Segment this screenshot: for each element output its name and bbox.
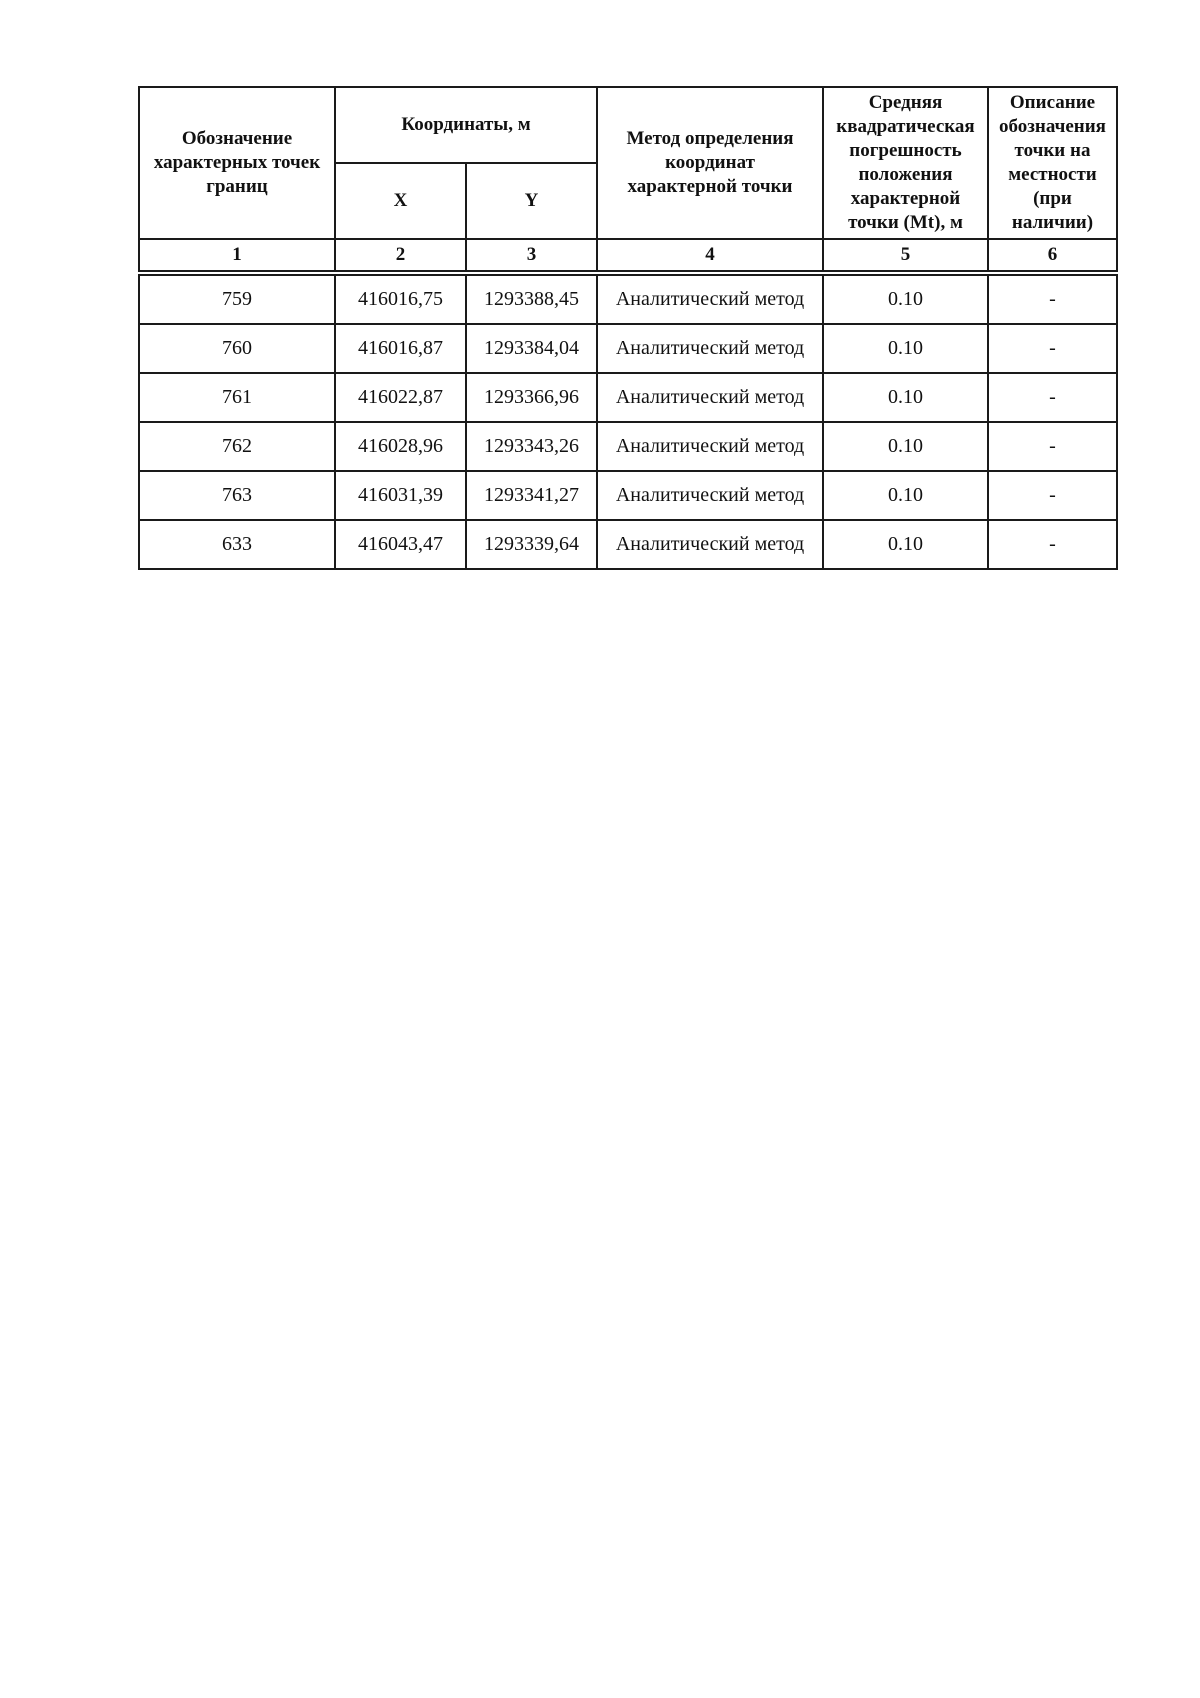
table-row [139,471,1117,520]
cell-description: - [988,520,1117,569]
column-number: 4 [597,239,823,271]
header-point-designation: Обозначение характерных точек границ [139,87,335,239]
column-number: 3 [466,239,597,271]
table-row [139,422,1117,471]
cell-error: 0.10 [823,275,988,324]
cell-x: 416022,87 [335,373,466,422]
cell-method: Аналитический метод [597,471,823,520]
cell-description: - [988,422,1117,471]
cell-x: 416016,87 [335,324,466,373]
cell-y: 1293366,96 [466,373,597,422]
cell-method: Аналитический метод [597,422,823,471]
cell-x: 416016,75 [335,275,466,324]
cell-point: 759 [139,275,335,324]
cell-point: 763 [139,471,335,520]
cell-description: - [988,471,1117,520]
cell-point: 762 [139,422,335,471]
cell-y: 1293384,04 [466,324,597,373]
table-row [139,275,1117,324]
header-y: Y [466,163,597,239]
header-mean-error: Средняя квадратическая погрешность положения характерной точки (Mt), м [823,87,988,239]
cell-point: 633 [139,520,335,569]
cell-description: - [988,275,1117,324]
column-number: 1 [139,239,335,271]
cell-method: Аналитический метод [597,275,823,324]
cell-method: Аналитический метод [597,520,823,569]
cell-point: 760 [139,324,335,373]
cell-y: 1293339,64 [466,520,597,569]
cell-error: 0.10 [823,422,988,471]
document-page [138,86,1116,570]
cell-x: 416031,39 [335,471,466,520]
cell-x: 416028,96 [335,422,466,471]
table-body [139,275,1117,569]
cell-y: 1293388,45 [466,275,597,324]
header-x: X [335,163,466,239]
header-description: Описание обозначения точки на местности (при наличии) [988,87,1117,239]
boundary-points-table [138,86,1118,570]
cell-y: 1293343,26 [466,422,597,471]
column-number: 6 [988,239,1117,271]
column-number: 5 [823,239,988,271]
column-number-row [139,239,1117,271]
table-row [139,520,1117,569]
cell-x: 416043,47 [335,520,466,569]
header-coordinates: Координаты, м [335,87,597,163]
table-row [139,324,1117,373]
cell-error: 0.10 [823,471,988,520]
cell-description: - [988,373,1117,422]
cell-error: 0.10 [823,324,988,373]
column-number: 2 [335,239,466,271]
cell-y: 1293341,27 [466,471,597,520]
cell-method: Аналитический метод [597,373,823,422]
cell-point: 761 [139,373,335,422]
table-row [139,373,1117,422]
cell-error: 0.10 [823,520,988,569]
header-method: Метод определения координат характерной точки [597,87,823,239]
cell-description: - [988,324,1117,373]
table-header [139,87,1117,275]
cell-error: 0.10 [823,373,988,422]
cell-method: Аналитический метод [597,324,823,373]
